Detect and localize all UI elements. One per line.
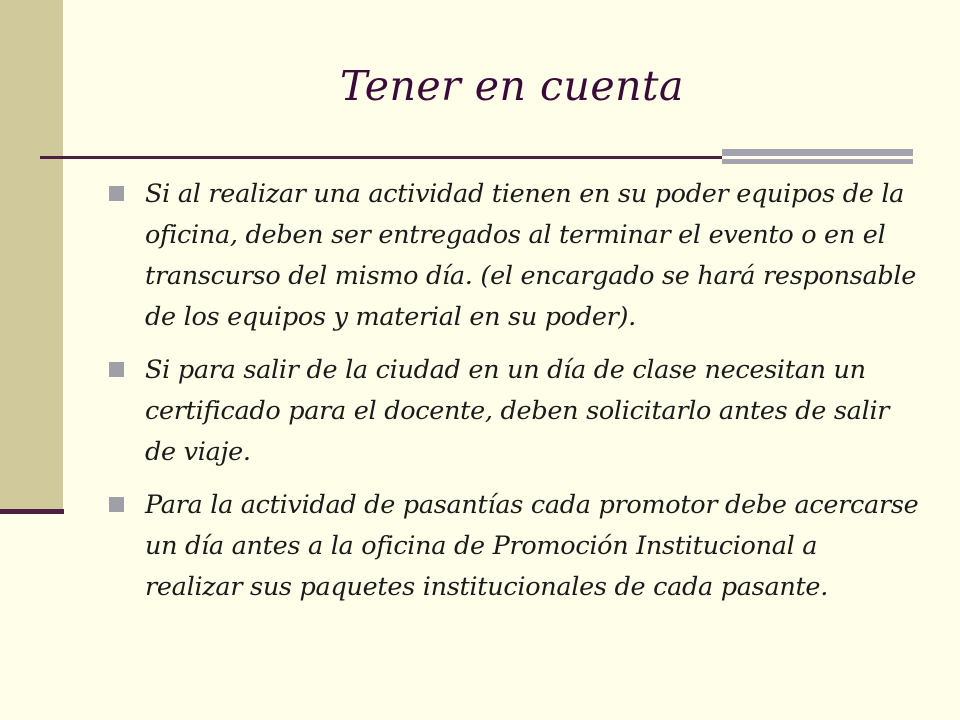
bullet-text: Si al realizar una actividad tienen en su poder equipos de la oficina, deben ser entregados al terminar el evento o en el transcurso del mismo día. (el encargado se hará responsable de los equipos y material en su poder). — [145, 179, 917, 332]
title-divider-dark — [40, 156, 722, 159]
side-band-decoration — [0, 0, 63, 510]
title-divider-gray-split — [722, 156, 913, 159]
square-bullet-icon — [109, 362, 124, 377]
bullet-item — [105, 350, 920, 473]
square-bullet-icon — [109, 497, 124, 512]
bullet-list — [105, 174, 920, 620]
bullet-item — [105, 485, 920, 608]
bullet-text: Para la actividad de pasantías cada promotor debe acercarse un día antes a la oficina de Promoción Institucional a realizar sus paquetes institucionales de cada pasante. — [145, 490, 919, 602]
bullet-item — [105, 174, 920, 338]
square-bullet-icon — [109, 186, 124, 201]
bullet-text: Si para salir de la ciudad en un día de clase necesitan un certificado para el docente, deben solicitarlo antes de salir de viaje. — [145, 355, 890, 467]
side-band-underline — [0, 509, 64, 514]
slide-title: Tener en cuenta — [340, 62, 684, 110]
